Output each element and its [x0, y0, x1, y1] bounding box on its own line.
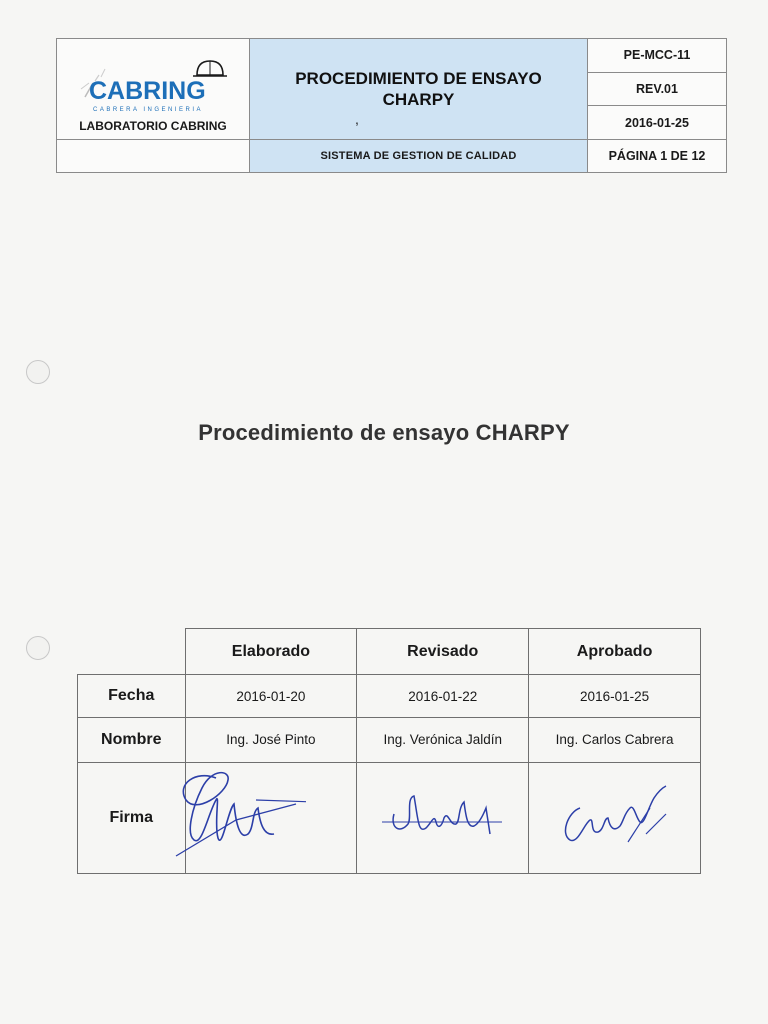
signature-revisado [378, 788, 508, 848]
row-firma-label: Firma [78, 763, 186, 874]
cabring-logo [79, 53, 229, 115]
nombre-revisado: Ing. Verónica Jaldín [357, 717, 529, 762]
punch-hole-bottom [26, 636, 50, 660]
fecha-revisado: 2016-01-22 [357, 675, 529, 717]
punch-hole-top [26, 360, 50, 384]
firma-aprobado [529, 763, 701, 874]
lab-name: LABORATORIO CABRING [79, 119, 227, 133]
stray-mark: , [355, 111, 359, 127]
row-fecha-label: Fecha [78, 675, 186, 717]
signature-aprobado [550, 778, 680, 858]
nombre-aprobado: Ing. Carlos Cabrera [529, 717, 701, 762]
quality-system: SISTEMA DE GESTION DE CALIDAD [250, 140, 588, 173]
approval-corner [78, 629, 186, 675]
signature-elaborado [156, 764, 306, 872]
col-revisado: Revisado [357, 629, 529, 675]
main-title: Procedimiento de ensayo CHARPY [198, 420, 570, 445]
document-header [56, 38, 727, 173]
logo-cell [57, 39, 250, 140]
doc-title-line2: CHARPY [382, 90, 455, 109]
header-blank-cell [57, 140, 250, 173]
svg-text:CABRING: CABRING [89, 77, 206, 105]
col-elaborado: Elaborado [185, 629, 357, 675]
row-nombre-label: Nombre [78, 717, 186, 762]
doc-date: 2016-01-25 [588, 106, 727, 140]
nombre-elaborado: Ing. José Pinto [185, 717, 357, 762]
fecha-aprobado: 2016-01-25 [529, 675, 701, 717]
svg-text:CABRERA INGENIERIA: CABRERA INGENIERIA [93, 107, 204, 113]
title-cell [250, 39, 588, 140]
col-aprobado: Aprobado [529, 629, 701, 675]
page-number: PÁGINA 1 DE 12 [588, 140, 727, 173]
fecha-elaborado: 2016-01-20 [185, 675, 357, 717]
firma-revisado [357, 763, 529, 874]
doc-code: PE-MCC-11 [588, 39, 727, 73]
doc-title-line1: PROCEDIMIENTO DE ENSAYO [295, 69, 542, 88]
doc-revision: REV.01 [588, 72, 727, 106]
approval-table [77, 628, 701, 874]
firma-elaborado [185, 763, 357, 874]
